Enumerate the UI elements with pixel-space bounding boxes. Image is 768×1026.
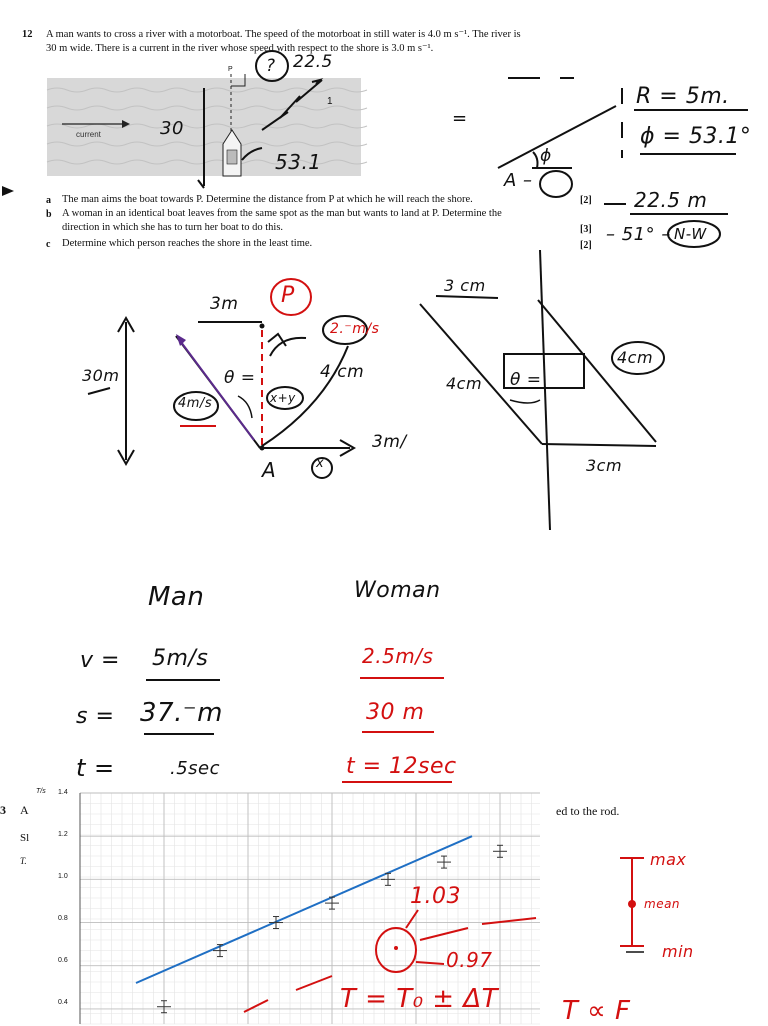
arrow-tick: 1 (327, 96, 333, 107)
right-top-3cm: 3 cm (444, 276, 486, 295)
right-bottom-3cm: 3cm (586, 456, 623, 475)
man-s-value: 37.⁻m (140, 698, 223, 728)
p-label: P (228, 66, 233, 73)
answer-a: 22.5 m (634, 188, 708, 212)
part-b-text-2: direction in which she has to turn her boat to do this. (62, 222, 284, 233)
part-a-text: The man aims the boat towards P. Determine the distance from P at which he will reach the shore. (62, 194, 473, 205)
graph-y-axis-label: T/s (36, 788, 46, 795)
formula-t-t0-delta: T = T₀ ± ΔT (340, 984, 498, 1014)
part-c-marks: [2] (580, 240, 592, 251)
theta-label: θ = (224, 368, 256, 388)
question13-t-line: T. (20, 856, 27, 866)
equals-sign: = (452, 108, 468, 129)
question13-number: 3 (0, 803, 6, 817)
y-tick-0-4: 0.4 (58, 999, 68, 1006)
right-left-4cm: 4cm (446, 374, 483, 393)
part-b-letter: b (46, 209, 52, 220)
table-underlines (0, 540, 768, 790)
question-number: 12 (22, 29, 33, 40)
part-a-letter: a (46, 195, 51, 206)
part-b-marks: [3] (580, 224, 592, 235)
x-circle: x (316, 456, 325, 471)
thirty-m-label: 30m (82, 366, 120, 385)
annotation-1-03: 1.03 (410, 884, 461, 909)
man-v-value: 5m/s (152, 646, 209, 671)
point-p-circled: P (281, 283, 295, 308)
question13-end-text: ed to the rod. (556, 804, 620, 818)
question-mark-circle: ? (266, 56, 276, 76)
thirty-label: 30 (160, 118, 184, 139)
four-cm-label: 4 cm (320, 362, 365, 382)
top-3m: 3m (210, 294, 239, 314)
four-ms-circle: 4m/s (178, 396, 213, 411)
speed-circle: 2.⁻m/s (330, 321, 380, 337)
label-max: max (650, 850, 687, 869)
y-tick-1-4: 1.4 (58, 789, 68, 796)
answer-b-direction: N-W (674, 225, 707, 243)
y-tick-1-0: 1.0 (58, 873, 68, 880)
current-label: current (76, 130, 101, 139)
question-line-1: A man wants to cross a river with a motorboat. The speed of the motorboat in still water is 4.0 m s⁻¹. The river is (46, 29, 521, 40)
three-m-label: 3m/ (372, 432, 407, 452)
y-tick-1-2: 1.2 (58, 831, 68, 838)
y-tick-0-6: 0.6 (58, 957, 68, 964)
man-t-value: .5sec (170, 758, 221, 779)
t-label: t = (76, 754, 115, 782)
part-a-marks: [2] (580, 195, 592, 206)
point-a-label: A (262, 458, 277, 482)
y-tick-0-8: 0.8 (58, 915, 68, 922)
s-label: s = (76, 704, 115, 729)
right-circle-4cm: 4cm (617, 348, 654, 367)
label-min: min (662, 942, 694, 961)
angle-53: 53.1 (275, 150, 322, 174)
right-theta-box: θ = (510, 370, 542, 390)
question13-start: A (20, 803, 29, 817)
woman-s-value: 30 m (366, 700, 425, 725)
part-c-text: Determine which person reaches the shore in the least time. (62, 238, 313, 249)
woman-header: Woman (354, 578, 441, 603)
label-mean: mean (644, 897, 681, 911)
phi-angle: ϕ (540, 146, 552, 166)
v-label: v = (80, 648, 120, 673)
woman-v-value: 2.5m/s (362, 644, 434, 668)
annotation-0-97: 0.97 (446, 948, 493, 972)
question-line-2: 30 m wide. There is a current in the river whose speed with respect to the shore is 3.0 m s⁻¹. (46, 43, 434, 54)
answer-b: – 51° – (606, 224, 671, 245)
question13-s-line: Sl (20, 832, 30, 844)
part-b-text: A woman in an identical boat leaves from the same spot as the man but wants to land at P. Determine the (62, 208, 502, 219)
value-22-5: 22.5 (293, 52, 333, 72)
a-dash: A – (504, 170, 533, 191)
x-plus-y-circle: x+y (270, 391, 296, 405)
proportional-t-f: T ∝ F (562, 996, 631, 1026)
woman-t-value: t = 12sec (346, 754, 457, 779)
man-header: Man (148, 582, 205, 612)
part-c-letter: c (46, 239, 51, 250)
phi-equation: ϕ = 53.1° (640, 124, 752, 149)
r-equation: R = 5m. (636, 84, 730, 109)
